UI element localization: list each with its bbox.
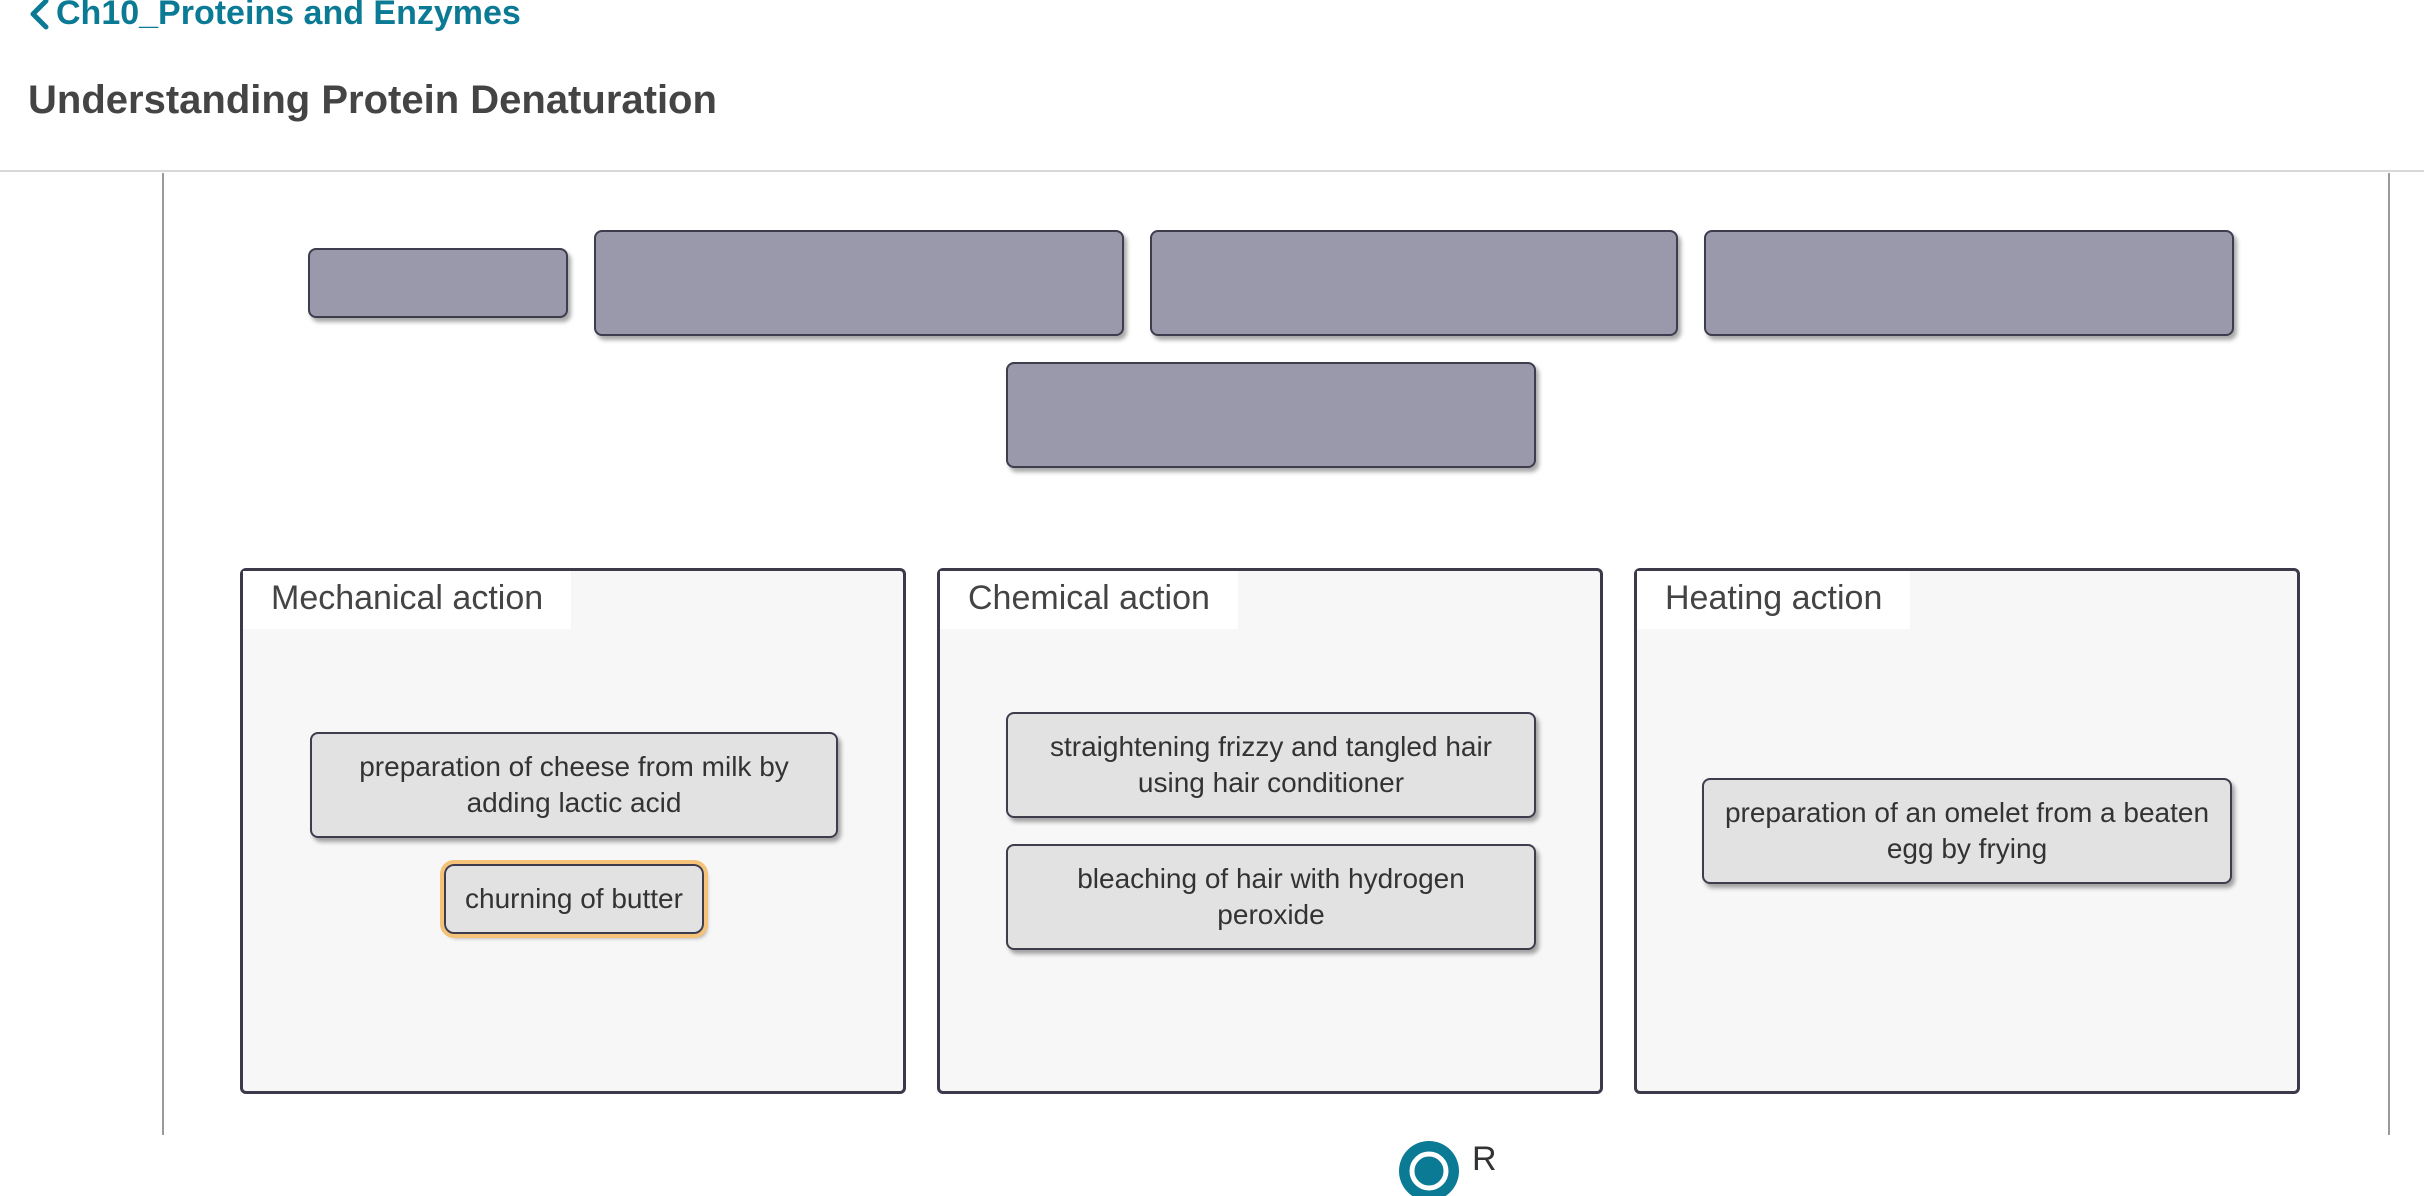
answer-chip-label: preparation of cheese from milk by adding lactic acid	[359, 751, 789, 818]
answer-chip-label: preparation of an omelet from a beaten egg by frying	[1724, 797, 2210, 864]
answer-chip[interactable]	[1006, 712, 1536, 818]
answer-chip[interactable]	[1006, 844, 1536, 950]
empty-answer-slot[interactable]	[594, 230, 1124, 336]
page-header	[0, 0, 2424, 172]
back-link-label: Ch10_Proteins and Enzymes	[56, 0, 521, 32]
reset-icon[interactable]	[1394, 1136, 1464, 1196]
empty-answer-slot[interactable]	[308, 248, 568, 318]
back-link[interactable]	[26, 0, 521, 33]
empty-answer-slot[interactable]	[1150, 230, 1678, 336]
page-title: Understanding Protein Denaturation	[28, 78, 717, 122]
zone-title: Heating action	[1637, 571, 1910, 629]
answer-chip-label: bleaching of hair with hydrogen peroxide	[1077, 863, 1465, 930]
answer-chip[interactable]	[310, 732, 838, 838]
empty-answer-slot[interactable]	[1006, 362, 1536, 468]
answer-chip-label: straightening frizzy and tangled hair using hair conditioner	[1049, 731, 1493, 798]
empty-answer-slot[interactable]	[1704, 230, 2234, 336]
answer-chip[interactable]	[1702, 778, 2232, 884]
footer-label[interactable]: R	[1472, 1140, 1497, 1178]
answer-chip-selected[interactable]	[444, 864, 704, 934]
answer-chip-label: churning of butter	[465, 883, 683, 914]
drop-zone-chemical[interactable]	[937, 568, 1603, 1094]
zone-title: Mechanical action	[243, 571, 571, 629]
zone-title: Chemical action	[940, 571, 1238, 629]
chevron-left-icon	[26, 0, 52, 31]
